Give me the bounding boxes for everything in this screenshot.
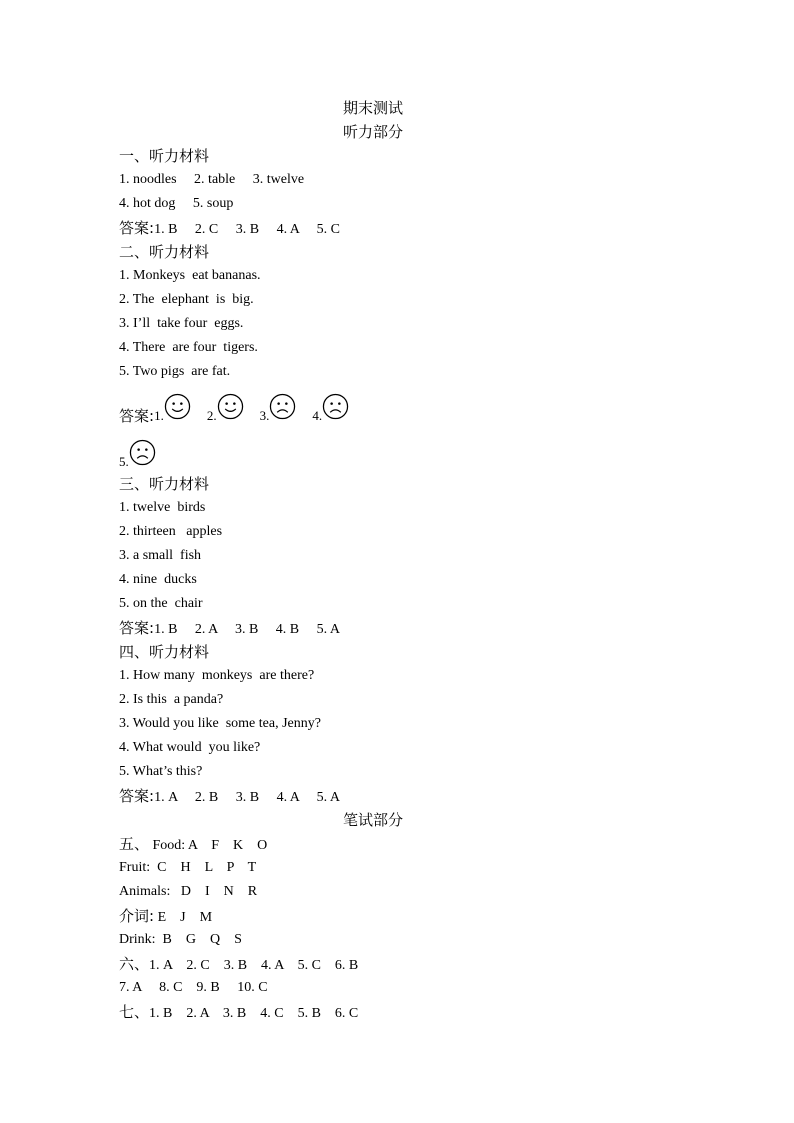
section-4-heading: 四、听力材料 <box>119 643 210 661</box>
face-answer-item: 4. <box>312 393 349 426</box>
section-3-line: 4. nine ducks <box>119 572 197 587</box>
section-5-label: 五、 <box>119 835 150 853</box>
answer-text: 1. A 2. B 3. B 4. A 5. A <box>154 790 340 805</box>
animals-letters: Animals: D I N R <box>119 884 258 899</box>
listening-part-title: 听力部分 <box>342 123 403 141</box>
preposition-letters: E J M <box>154 910 213 925</box>
answer-label: 答案: <box>119 619 155 637</box>
answer-key-page <box>119 96 679 1024</box>
section-4-line: 3. Would you like some tea, Jenny? <box>119 716 321 731</box>
section-3-line: 3. a small fish <box>119 548 202 563</box>
answer-text: 1. A 2. C 3. B 4. A 5. C 6. B <box>149 958 359 973</box>
smiley-face-icon <box>164 393 191 420</box>
answer-label: 答案: <box>119 219 155 237</box>
section-2-line: 3. I’ll take four eggs. <box>119 316 244 331</box>
section-4-line: 2. Is this a panda? <box>119 692 224 707</box>
preposition-label: 介词: <box>119 907 155 925</box>
face-answer-item: 2. <box>207 393 244 426</box>
answer-label: 答案: <box>119 407 155 425</box>
frowning-face-icon <box>322 393 349 420</box>
prepositions-row <box>119 904 679 928</box>
section-1-line: 4. hot dog 5. soup <box>119 196 234 211</box>
fruit-letters: Fruit: C H L P T <box>119 860 257 875</box>
section-4-line: 1. How many monkeys are there? <box>119 668 315 683</box>
section-2-line: 5. Two pigs are fat. <box>119 364 231 379</box>
answer-text: 1. B 2. A 3. B 4. C 5. B 6. C <box>149 1006 359 1021</box>
drink-letters: Drink: B G Q S <box>119 932 242 947</box>
food-letters: Food: A F K O <box>149 838 268 853</box>
section-4-line: 4. What would you like? <box>119 740 261 755</box>
section-1-line: 1. noodles 2. table 3. twelve <box>119 172 305 187</box>
section-7-label: 七、 <box>119 1003 150 1021</box>
section-3-answer <box>119 616 679 640</box>
section-1-answer <box>119 216 679 240</box>
written-part-title: 笔试部分 <box>342 811 403 829</box>
section-4-line: 5. What’s this? <box>119 764 203 779</box>
face-answer-item: 1. <box>154 393 191 426</box>
section-6-label: 六、 <box>119 955 150 973</box>
smiley-face-icon <box>217 393 244 420</box>
section-2-answer-faces <box>119 384 679 426</box>
answer-text: 1. B 2. A 3. B 4. B 5. A <box>154 622 340 637</box>
section-3-line: 1. twelve birds <box>119 500 206 515</box>
face-answer-item: 5. <box>119 439 156 472</box>
section-2-heading: 二、听力材料 <box>119 243 210 261</box>
section-7-answers <box>119 1000 679 1024</box>
section-3-line: 2. thirteen apples <box>119 524 223 539</box>
section-2-line: 4. There are four tigers. <box>119 340 258 355</box>
section-3-heading: 三、听力材料 <box>119 475 210 493</box>
frowning-face-icon <box>269 393 296 420</box>
page-title: 期末测试 <box>342 99 403 117</box>
section-6-answers <box>119 952 679 976</box>
section-4-answer <box>119 784 679 808</box>
section-5-food <box>119 832 679 856</box>
face-answer-item: 3. <box>260 393 297 426</box>
section-2-line: 1. Monkeys eat bananas. <box>119 268 261 283</box>
section-6-answers-cont: 7. A 8. C 9. B 10. C <box>119 980 268 995</box>
section-2-answer-faces-cont <box>119 426 679 472</box>
frowning-face-icon <box>129 439 156 466</box>
section-2-line: 2. The elephant is big. <box>119 292 254 307</box>
answer-text: 1. B 2. C 3. B 4. A 5. C <box>154 222 340 237</box>
section-3-line: 5. on the chair <box>119 596 203 611</box>
answer-label: 答案: <box>119 787 155 805</box>
section-1-heading: 一、听力材料 <box>119 147 210 165</box>
